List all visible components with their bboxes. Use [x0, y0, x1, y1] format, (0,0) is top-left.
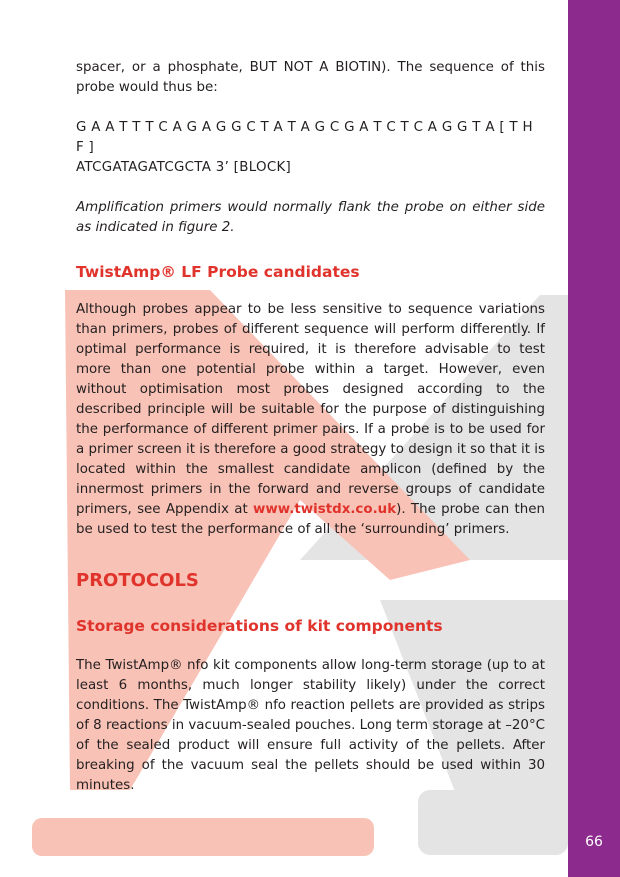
heading-storage: Storage considerations of kit components [76, 617, 443, 635]
probe-text-before: Although probes appear to be less sensitive to sequence variations than primers, probes of different sequence will perform differently. If optimal performance is required, it is therefore advisable to test more than one potential probe within a target. However, even without optimisation most probes designed according to the described principle will be suitable for the purpose of distinguishing the performance of different primer pairs. If a probe is to be used for a primer screen it is therefore a good strategy to design it so that it is located within the smallest candidate amplicon (defined by the innermost primers in the forward and reverse groups of candidate primers, see Appendix at [76, 302, 545, 517]
probe-sequence [76, 118, 545, 178]
italic-note: Amplification primers would normally flank the probe on either side as indicated in figure 2. [76, 200, 545, 235]
sidebar [568, 0, 620, 877]
sequence-line-1: G A A T T T C A G A G G C T A T A G C G A T C T C A G G T A [ T H F ] [76, 120, 533, 155]
sequence-line-2: ATCGATAGATCGCTA 3’ [BLOCK] [76, 160, 292, 175]
heading-probe-candidates: TwistAmp® LF Probe candidates [76, 263, 360, 281]
heading-protocols: PROTOCOLS [76, 570, 199, 591]
intro-paragraph: spacer, or a phosphate, BUT NOT A BIOTIN). The sequence of this probe would thus be: [76, 60, 545, 95]
storage-paragraph: The TwistAmp® nfo kit components allow long-term storage (up to at least 6 months, much longer stability likely) under the correct conditions. The TwistAmp® nfo reaction pellets are provided as strips of 8 reactions in vacuum-sealed pouches. Long term storage at –20°C of the sealed product will ensure full activity of the pellets. After breaking of the vacuum seal the pellets should be used within 30 minutes. [76, 658, 545, 793]
twistdx-link[interactable]: www.twistdx.co.uk [253, 502, 397, 517]
probe-text-after: ). The probe can then be used to test the performance of all the ‘surrounding’ primers. [76, 502, 545, 537]
page-content [76, 58, 545, 796]
page-number: 66 [585, 834, 603, 850]
probe-candidates-paragraph [76, 300, 545, 540]
